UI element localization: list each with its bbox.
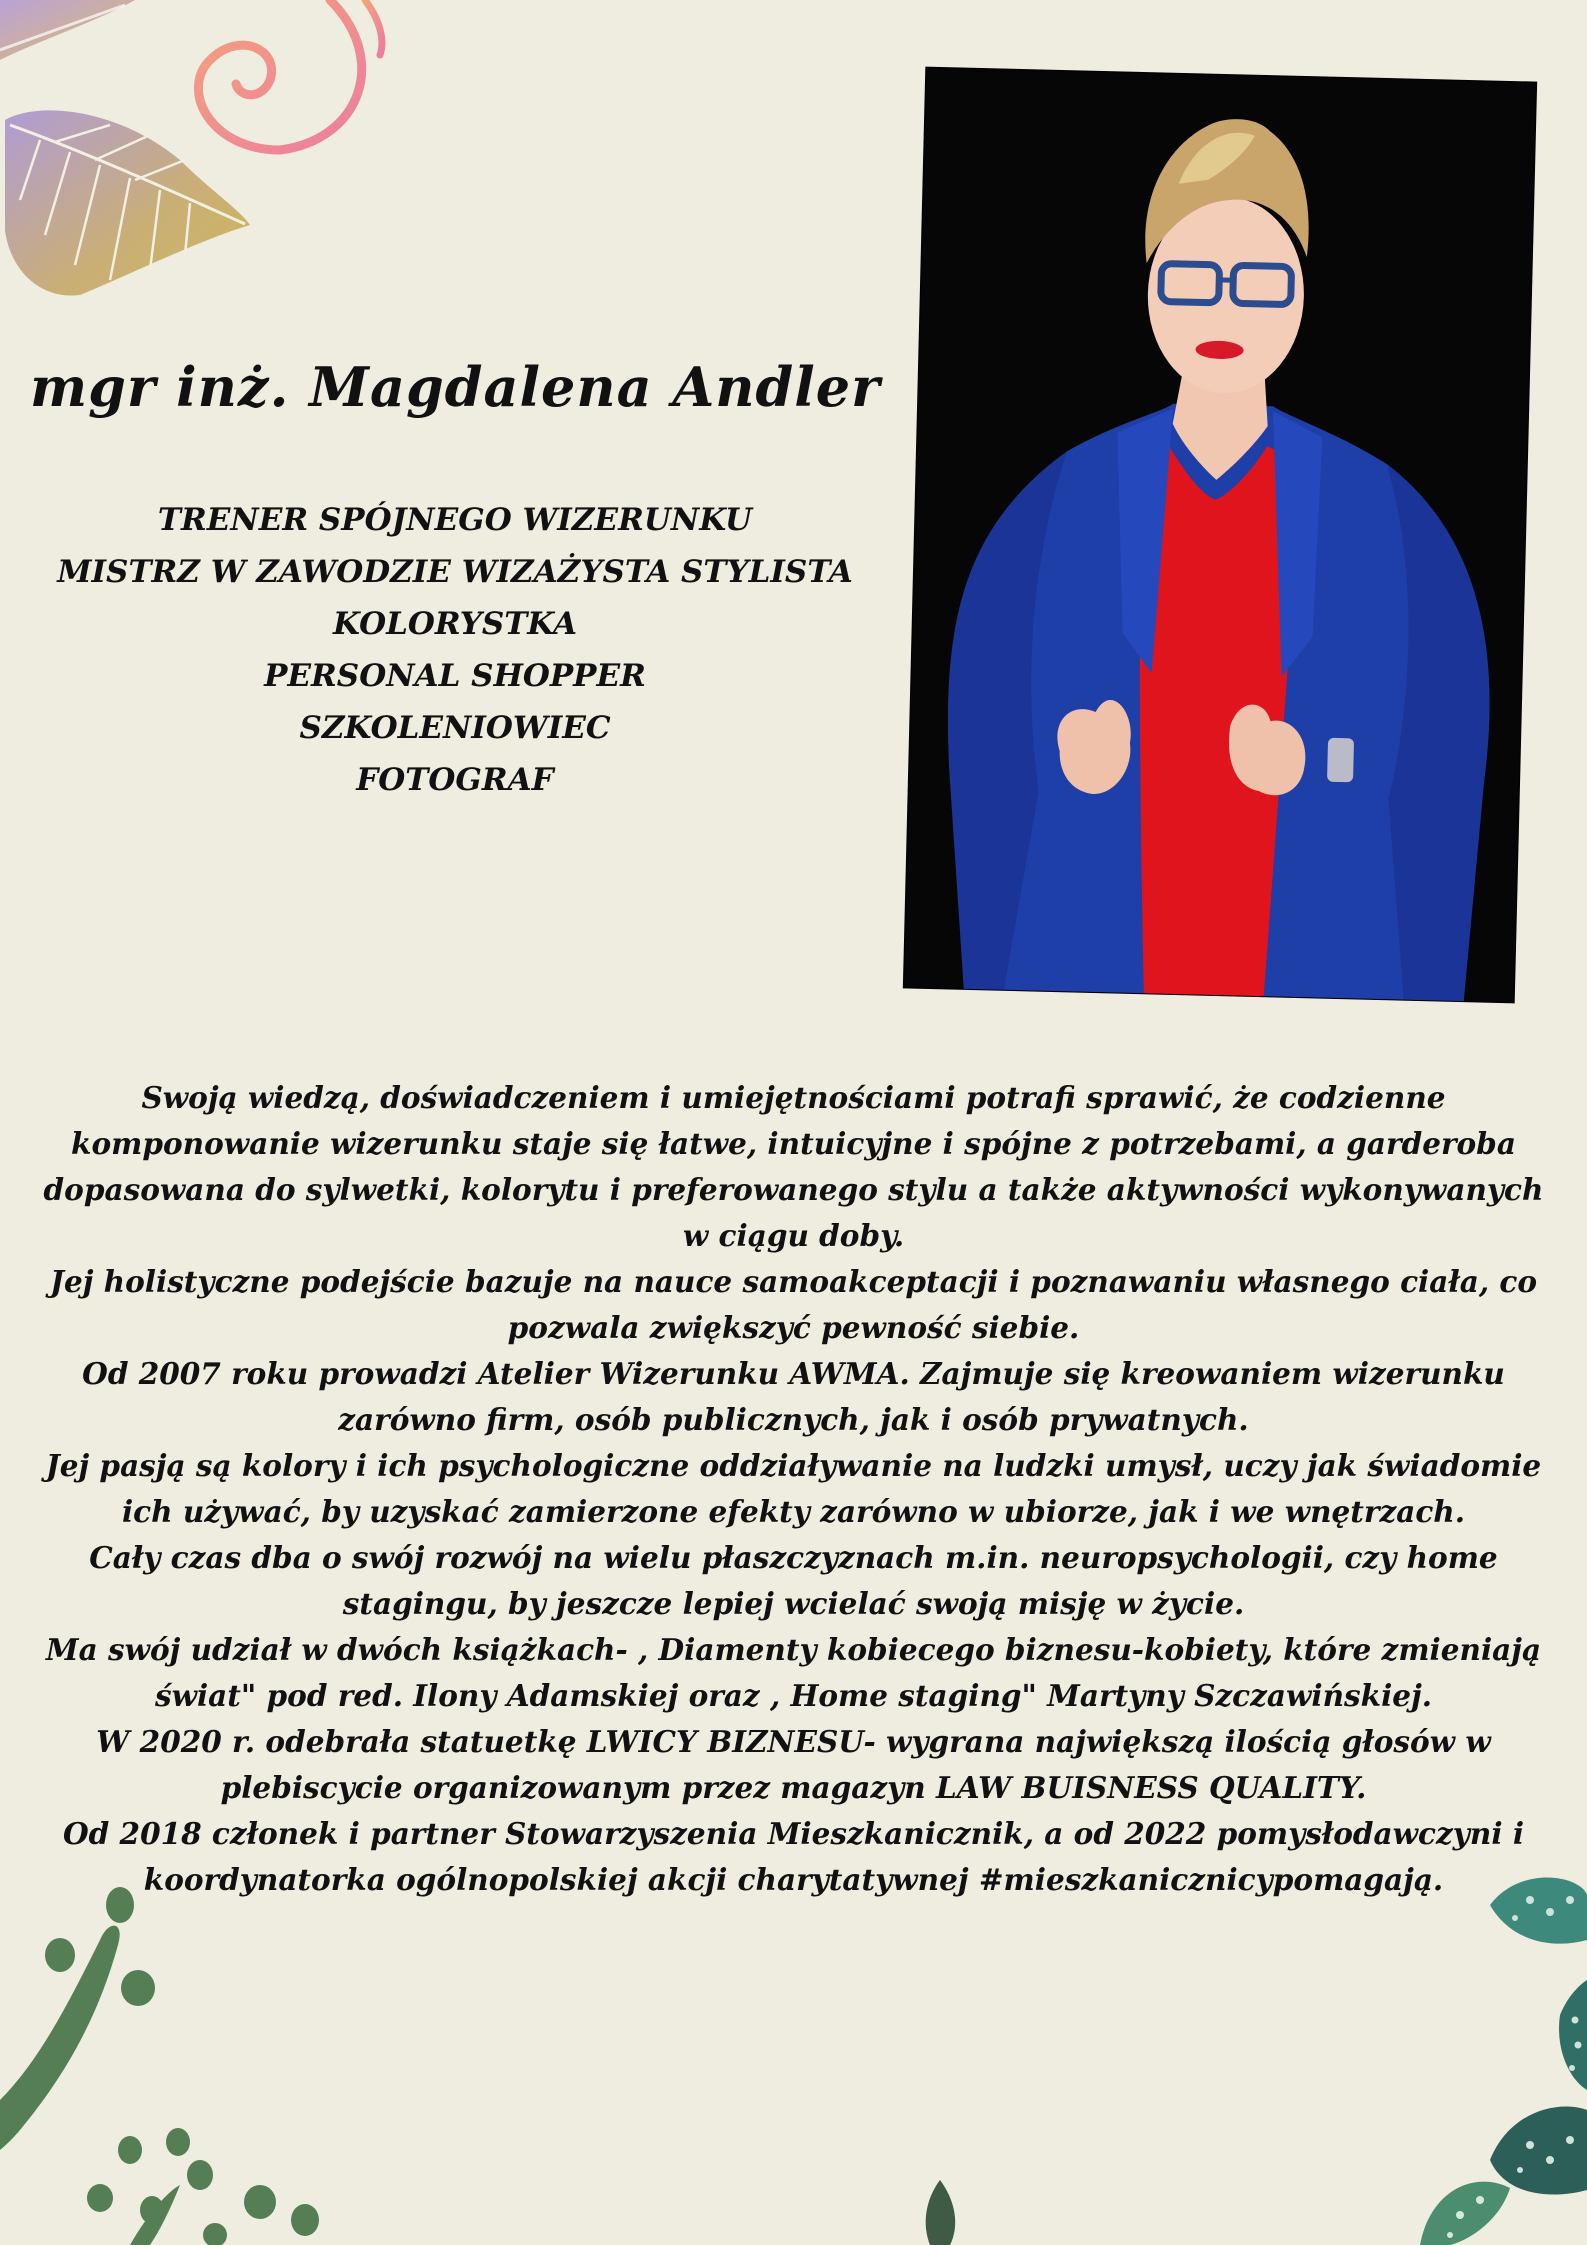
- dots-decoration-bottom-left: [0, 1880, 340, 2245]
- bio-paragraph: Od 2007 roku prowadzi Atelier Wizerunku AWMA. Zajmuje się kreowaniem wizerunku zarówno firm, osób publicznych, jak i osób prywatnych.: [82, 1356, 1505, 1437]
- bio-paragraph: Jej pasją są kolory i ich psychologiczne oddziaływanie na ludzki umysł, uczy jak świadomie ich używać, by uzyskać zamierzone efekty zarówno w ubiorze, jak i we wnętrzach.: [45, 1448, 1542, 1529]
- role-item: SZKOLENIOWIEC: [299, 710, 611, 746]
- leaf-decoration-top-left: [0, 0, 400, 320]
- leaf-decoration-bottom: [900, 2180, 980, 2245]
- bio-paragraph: Swoją wiedzą, doświadczeniem i umiejętnościami potrafi sprawić, że codzienne komponowanie wizerunku staje się łatwe, intuicyjne i spójne z potrzebami, a garderoba dopasowana do sylwetki, kolorytu i preferowanego stylu a także aktywności wykonywanych w ciągu doby.: [43, 1080, 1544, 1253]
- leaf-icon: [1559, 1980, 1587, 2090]
- leaf-icon: [5, 110, 250, 295]
- portrait-photo: [904, 68, 1536, 1003]
- biography-text: [40, 1075, 1547, 1903]
- role-item: MISTRZ W ZAWODZIE WIZAŻYSTA STYLISTA: [57, 554, 853, 590]
- role-item: TRENER SPÓJNEGO WIZERUNKU: [157, 502, 753, 538]
- bio-paragraph: Od 2018 członek i partner Stowarzyszenia Mieszkanicznik, a od 2022 pomysłodawczyni i koordynatorka ogólnopolskiej akcji charytatywnej #mieszkanicznicypomagają.: [62, 1816, 1525, 1897]
- swirl-icon: [198, 0, 361, 150]
- leaf-icon: [926, 2180, 956, 2245]
- roles-list: [0, 494, 910, 806]
- bio-paragraph: Ma swój udział w dwóch książkach- , Diamenty kobiecego biznesu-kobiety, które zmieniają świat" pod red. Ilony Adamskiej oraz , Home staging" Martyny Szczawińskiej.: [45, 1632, 1542, 1713]
- role-item: KOLORYSTKA: [332, 606, 578, 642]
- leaf-decoration-bottom-right: [1420, 1870, 1587, 2245]
- leaf-icon: [1420, 2182, 1510, 2245]
- dots-icon: [0, 1887, 319, 2245]
- bio-paragraph: W 2020 r. odebrała statuetkę LWICY BIZNESU- wygrana największą ilością głosów w plebiscycie organizowanym przez magazyn LAW BUISNESS QUALITY.: [96, 1724, 1491, 1805]
- role-item: FOTOGRAF: [356, 762, 554, 798]
- leaf-icon: [0, 0, 135, 60]
- bio-paragraph: Jej holistyczne podejście bazuje na nauce samoakceptacji i poznawaniu własnego ciała, co pozwala zwiększyć pewność siebie.: [49, 1264, 1537, 1345]
- role-item: PERSONAL SHOPPER: [264, 658, 646, 694]
- leaf-icon: [1490, 2107, 1587, 2195]
- person-name: mgr inż. Magdalena Andler: [30, 355, 881, 419]
- bio-paragraph: Cały czas dba o swój rozwój na wielu płaszczyznach m.in. neuropsychologii, czy home stagingu, by jeszcze lepiej wcielać swoją misję w życie.: [89, 1540, 1498, 1621]
